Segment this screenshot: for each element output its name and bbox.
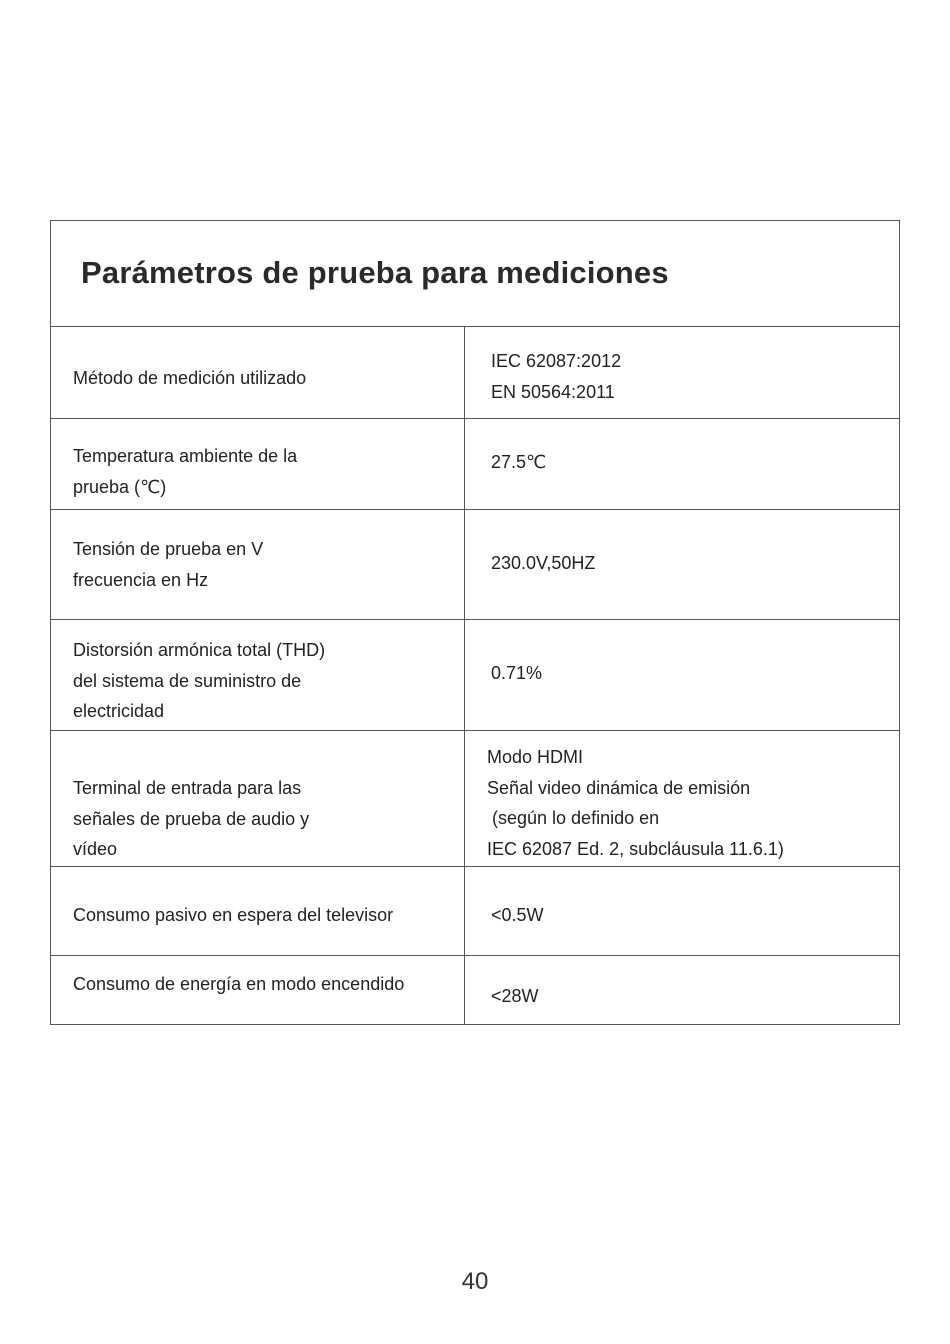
row-value: <28W [491,986,539,1006]
table-row-ambient-temperature [51,419,899,510]
row-value: 0.71% [491,663,543,683]
row-value: <0.5W [491,905,544,925]
row-value: 230.0V,50HZ [491,553,596,573]
page-title: Parámetros de prueba para mediciones [81,255,669,290]
row-label: Consumo de energía en modo encendido [73,974,405,994]
row-label: Tensión de prueba en V frecuencia en Hz [73,539,264,590]
row-value: 27.5℃ [491,452,547,472]
row-label: Consumo pasivo en espera del televisor [73,905,394,925]
parameters-table [50,220,900,1025]
table-row-measurement-method [51,327,899,419]
table-row-test-voltage [51,510,899,620]
row-label: Terminal de entrada para las señales de prueba de audio y vídeo [73,778,310,859]
table-row-thd [51,620,899,731]
table-row-on-mode-consumption [51,956,899,1024]
row-label: Distorsión armónica total (THD) del sistema de suministro de electricidad [73,640,326,721]
table-title-row [51,221,899,327]
row-value: Modo HDMI Señal video dinámica de emisión (según lo definido en IEC 62087 Ed. 2, subcláusula 11.6.1) [487,747,784,859]
page-number: 40 [461,1268,489,1295]
row-label: Método de medición utilizado [73,368,307,388]
table-row-input-terminal [51,731,899,867]
row-label: Temperatura ambiente de la prueba (℃) [73,446,298,497]
row-value: IEC 62087:2012 EN 50564:2011 [491,351,622,402]
table-row-standby-consumption [51,867,899,956]
